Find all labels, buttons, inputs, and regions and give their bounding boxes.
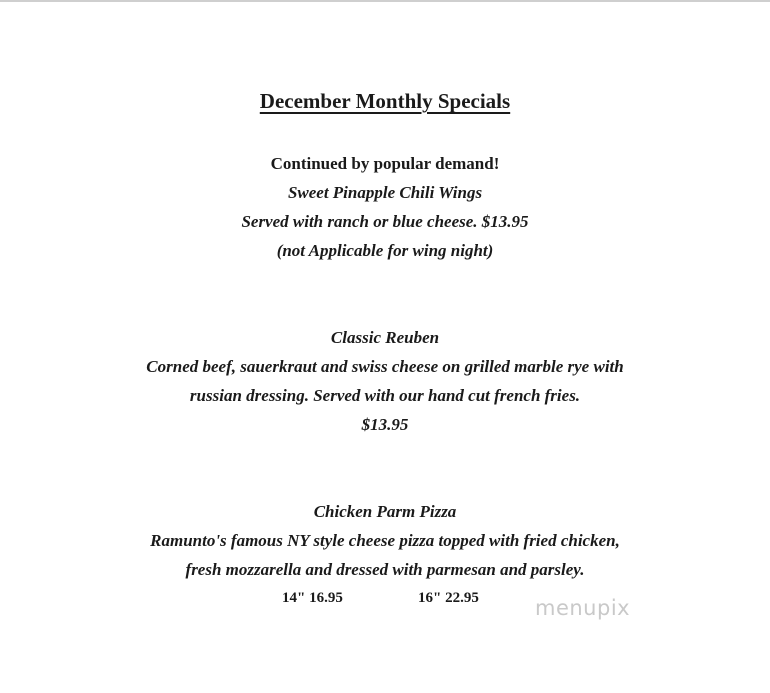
reuben-description-2: russian dressing. Served with our hand cut french fries. (189, 386, 581, 405)
page-title: December Monthly Specials (259, 89, 511, 113)
pizza-description-1: Ramunto's famous NY style cheese pizza topped with fried chicken, (150, 531, 620, 550)
wings-note: (not Applicable for wing night) (276, 241, 494, 260)
wings-name: Sweet Pinapple Chili Wings (287, 183, 483, 202)
menupix-watermark: menupix (535, 596, 631, 620)
pizza-name: Chicken Parm Pizza (313, 502, 457, 521)
pizza-price-large: 16" 22.95 (418, 590, 479, 606)
reuben-price: $13.95 (361, 415, 409, 434)
wings-intro: Continued by popular demand! (270, 154, 500, 173)
pizza-price-small: 14" 16.95 (282, 590, 343, 606)
pizza-prices (0, 590, 770, 612)
pizza-description-2: fresh mozzarella and dressed with parmesan and parsley. (185, 560, 585, 579)
reuben-name: Classic Reuben (330, 328, 440, 347)
reuben-description-1: Corned beef, sauerkraut and swiss cheese on grilled marble rye with (146, 357, 624, 376)
wings-description: Served with ranch or blue cheese. $13.95 (241, 212, 529, 231)
